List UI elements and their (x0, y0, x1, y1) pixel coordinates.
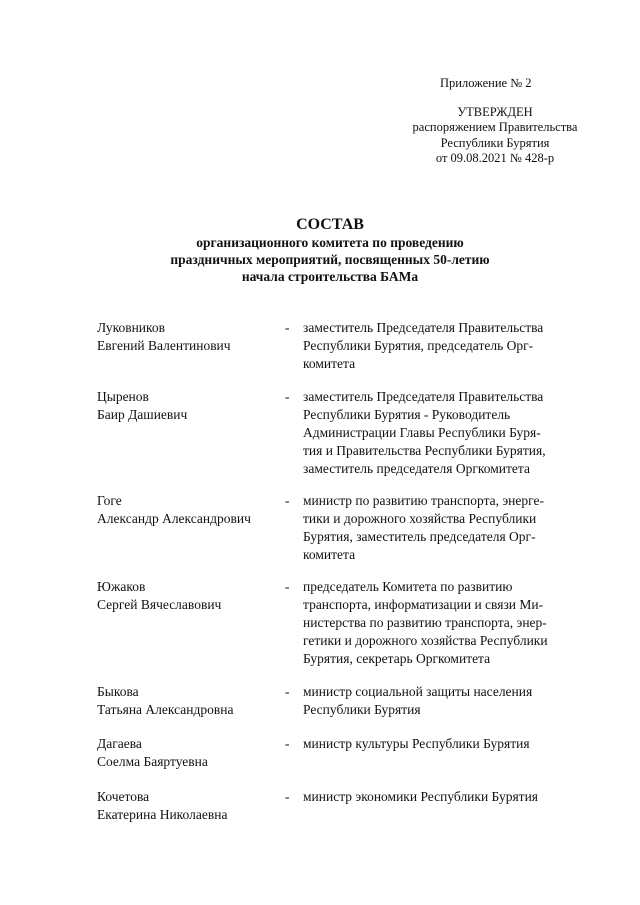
member-given-names: Екатерина Николаевна (97, 807, 228, 822)
member-role (303, 735, 578, 753)
role-line: Администрации Главы Республики Буря- (303, 425, 541, 440)
member-given-names: Баир Дашиевич (97, 407, 188, 422)
member-surname: Быкова (97, 684, 139, 699)
role-line: Республики Бурятия (303, 702, 421, 717)
member-given-names: Евгений Валентинович (97, 338, 231, 353)
role-line: министр социальной защиты населения (303, 684, 533, 699)
separator-dash: - (285, 389, 290, 404)
member-surname: Дагаева (97, 736, 142, 751)
member-given-names: Соелма Баяртуевна (97, 754, 208, 769)
role-line: заместитель Председателя Правительства (303, 389, 544, 404)
title-line-2: праздничных мероприятий, посвященных 50-летию (170, 252, 490, 267)
role-line: комитета (303, 547, 356, 562)
member-name (97, 683, 282, 719)
title-line-1: организационного комитета по проведению (196, 235, 464, 250)
role-line: заместитель Председателя Правительства (303, 320, 544, 335)
title-main: СОСТАВ (296, 216, 364, 233)
member-role (303, 578, 578, 668)
approval-date-number: от 09.08.2021 № 428-р (435, 151, 555, 165)
document-title (60, 215, 600, 285)
member-role (303, 388, 578, 478)
member-role (303, 683, 578, 719)
role-line: министр экономики Республики Бурятия (303, 789, 539, 804)
member-role (303, 319, 578, 373)
separator-dash: - (285, 320, 290, 335)
role-line: гетики и дорожного хозяйства Республики (303, 633, 548, 648)
member-name (97, 788, 282, 824)
separator-dash: - (285, 684, 290, 699)
member-given-names: Татьяна Александровна (97, 702, 234, 717)
member-given-names: Александр Александрович (97, 511, 251, 526)
member-surname: Цыренов (97, 389, 149, 404)
approved-label: УТВЕРЖДЕН (457, 104, 533, 119)
member-surname: Луковников (97, 320, 166, 335)
role-line: нистерства по развитию транспорта, энер- (303, 615, 547, 630)
role-line: тики и дорожного хозяйства Республики (303, 511, 537, 526)
role-line: комитета (303, 356, 356, 371)
member-role (303, 788, 578, 806)
member-name (97, 735, 282, 771)
appendix-number: Приложение № 2 (440, 76, 532, 90)
role-line: транспорта, информатизации и связи Ми- (303, 597, 544, 612)
member-surname: Гоге (97, 493, 122, 508)
separator-dash: - (285, 736, 290, 751)
role-line: Республики Бурятия, председатель Орг- (303, 338, 534, 353)
role-line: Республики Бурятия - Руководитель (303, 407, 511, 422)
member-name (97, 319, 282, 355)
approval-line-2: Республики Бурятия (440, 135, 550, 150)
member-name (97, 492, 282, 528)
approval-header (380, 76, 610, 167)
role-line: Бурятия, заместитель председателя Орг- (303, 529, 536, 544)
title-line-3: начала строительства БАМа (241, 269, 419, 284)
member-given-names: Сергей Вячеславович (97, 597, 222, 612)
role-line: председатель Комитета по развитию (303, 579, 513, 594)
role-line: Бурятия, секретарь Оргкомитета (303, 651, 491, 666)
member-surname: Кочетова (97, 789, 150, 804)
member-role (303, 492, 578, 564)
role-line: министр по развитию транспорта, энерге- (303, 493, 544, 508)
separator-dash: - (285, 789, 290, 804)
role-line: заместитель председателя Оргкомитета (303, 461, 530, 476)
separator-dash: - (285, 579, 290, 594)
member-surname: Южаков (97, 579, 146, 594)
approval-line-1: распоряжением Правительства (412, 120, 578, 134)
separator-dash: - (285, 493, 290, 508)
member-name (97, 388, 282, 424)
role-line: министр культуры Республики Бурятия (303, 736, 530, 751)
role-line: тия и Правительства Республики Бурятия, (303, 443, 546, 458)
member-name (97, 578, 282, 614)
